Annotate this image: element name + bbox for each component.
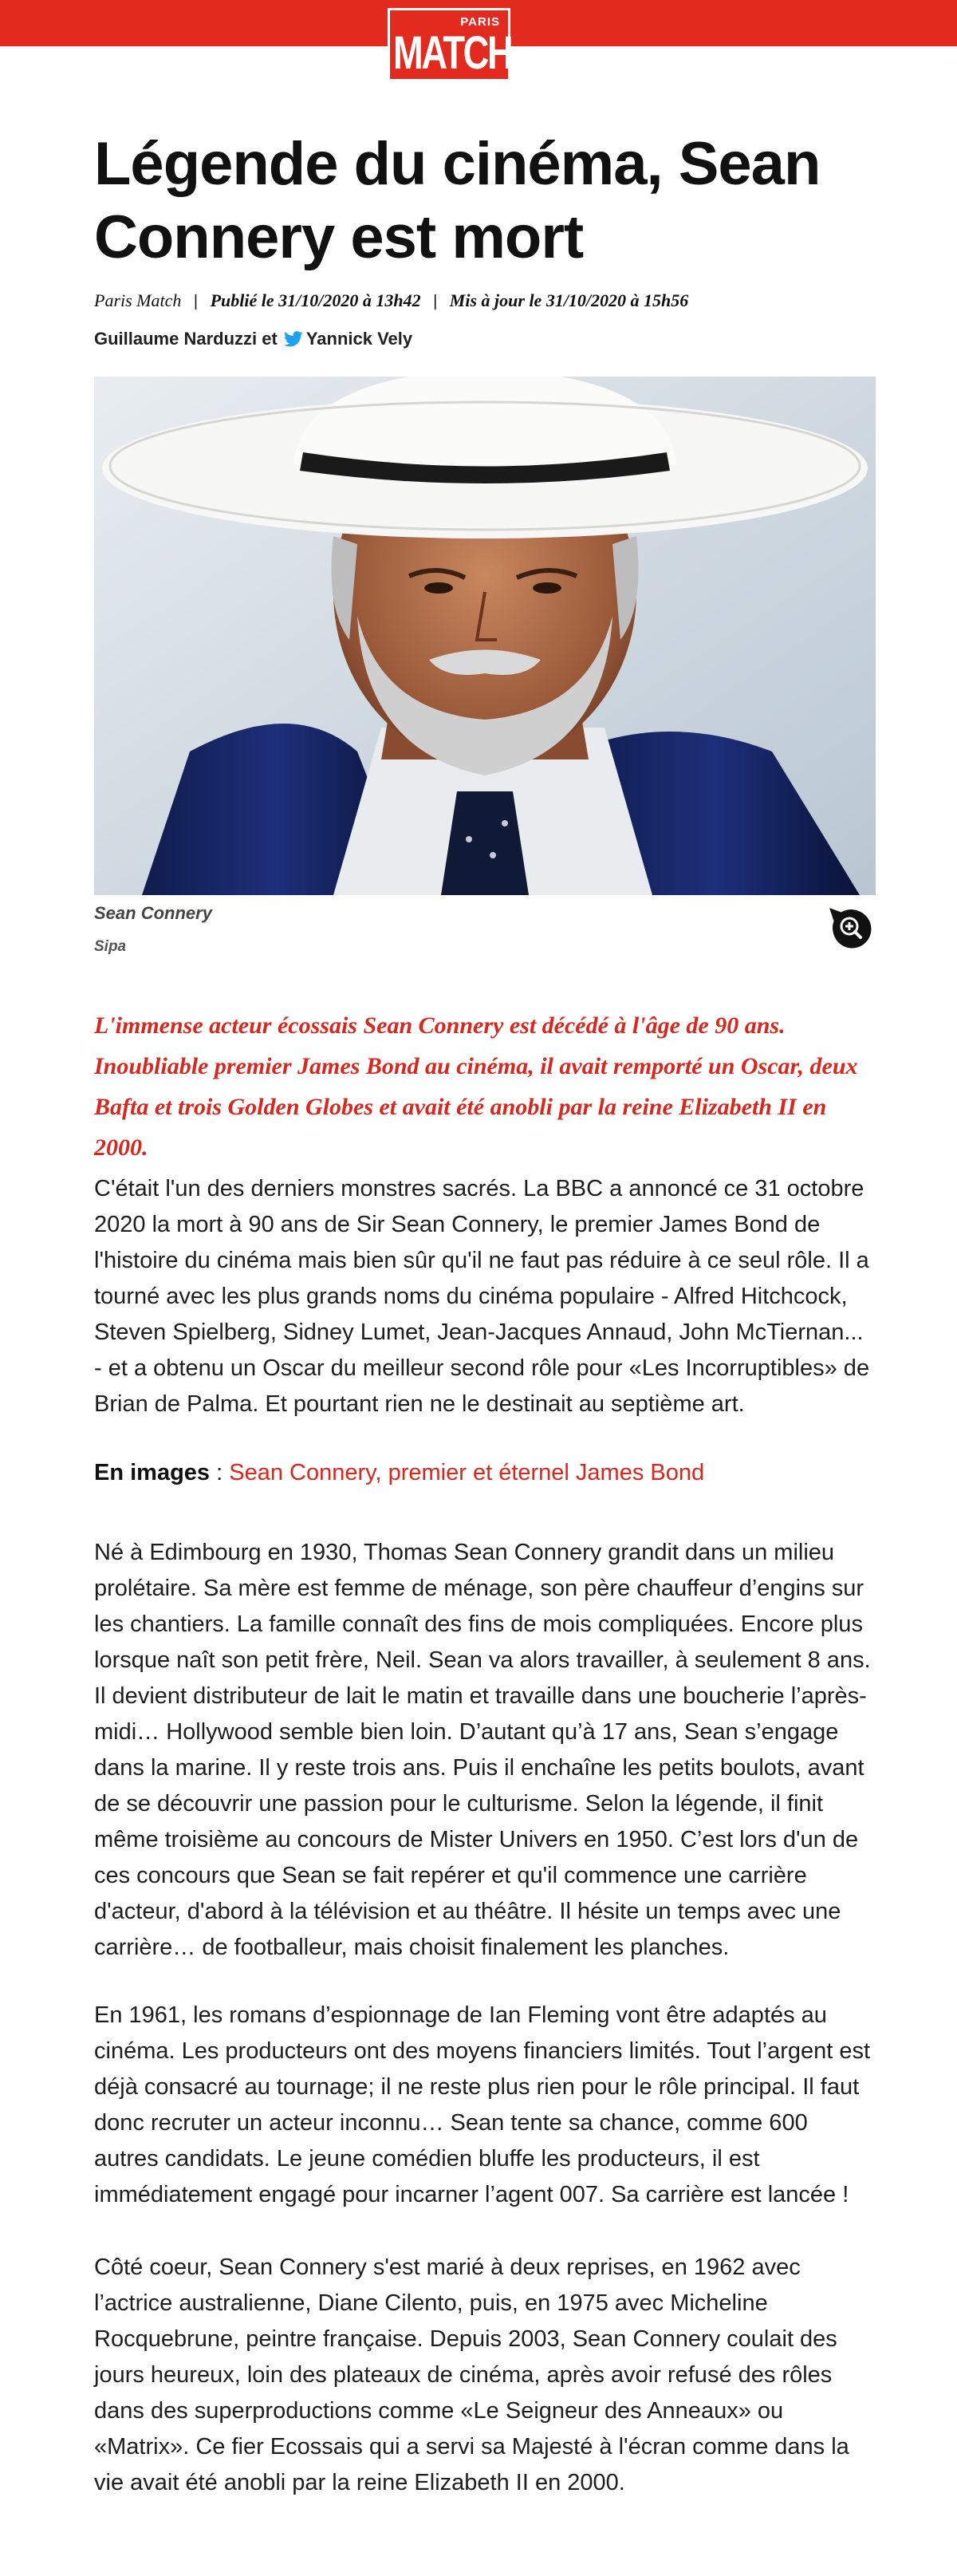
photo-credit: Sipa [94, 938, 127, 955]
paragraph-4: Côté coeur, Sean Connery s'est marié à deux reprises, en 1962 avec l’actrice australienne, Diane Cilento, puis, en 1975 avec Micheline Rocquebrune, peintre française. Depuis 2003, Sean Connery coulait des jours heureux, loin des plateaux de cinéma, après avoir refusé des rôles dans des superproductions comme «Le Seigneur des Anneaux» ou «Matrix». Ce fier Ecossais qui a servi sa Majesté à l'écran comme dans la vie avait été anobli par la reine Elizabeth II en 2000. [94, 2254, 849, 2495]
paragraph-1: C'était l'un des derniers monstres sacrés. La BBC a annoncé ce 31 octobre 2020 la mort à 90 ans de Sir Sean Connery, le premier James Bond de l'histoire du cinéma mais bien sûr qu'il ne faut pas réduire à ce seul rôle. Il a tourné avec les plus grands noms du cinéma populaire - Alfred Hitchcock, Steven Spielberg, Sidney Lumet, Jean-Jacques Annaud, John McTiernan... - et a obtenu un Oscar du meilleur second rôle pour «Les Incorruptibles» de Brian de Palma. Et pourtant rien ne le destinait au septième art. [94, 1176, 870, 1417]
published-date: Publié le 31/10/2020 à 13h42 [210, 290, 421, 310]
meta-separator: | [433, 293, 438, 310]
en-images-line [94, 1455, 876, 1491]
en-images-link[interactable]: Sean Connery, premier et éternel James Bond [229, 1460, 705, 1485]
updated-date: Mis à jour le 31/10/2020 à 15h56 [449, 290, 689, 310]
en-images-separator: : [210, 1460, 230, 1485]
twitter-bird-icon[interactable] [284, 331, 303, 352]
author-1[interactable]: Guillaume Narduzzi et [94, 329, 278, 349]
article-authors [94, 329, 876, 352]
paris-match-logo[interactable] [388, 8, 510, 81]
en-images-label: En images [94, 1460, 211, 1485]
photo-caption: Sean Connery [94, 903, 212, 923]
meta-separator: | [193, 293, 199, 310]
paragraph-3: En 1961, les romans d’espionnage de Ian Fleming vont être adaptés au cinéma. Les producteurs ont des moyens financiers limités. Tout l’argent est déjà consacré au tournage; il ne reste plus rien pour le rôle principal. Il faut donc recruter un acteur inconnu… Sean tente sa chance, comme 600 autres candidats. Le jeune comédien bluffe les producteurs, il est immédiatement engagé pour incarner l’agent 007. Sa carrière est lancée ! [94, 2002, 871, 2207]
article-title: Légende du cinéma, Sean Connery est mort [94, 130, 821, 271]
author-2[interactable]: Yannick Vely [305, 329, 413, 349]
logo-match-text: MATCH [393, 27, 512, 79]
article-meta [94, 290, 876, 311]
article-lead: L'immense acteur écossais Sean Connery est décédé à l'âge de 90 ans. Inoubliable premier James Bond au cinéma, il avait remporté un Oscar, deux Bafta et trois Golden Globes et avait été anobli par la reine Elizabeth II en 2000. [94, 1012, 858, 1161]
article-photo[interactable] [94, 377, 876, 895]
paragraph-2: Né à Edimbourg en 1930, Thomas Sean Connery grandit dans un milieu prolétaire. Sa mère est femme de ménage, son père chauffeur d’engins sur les chantiers. La famille connaît des fins de mois compliquées. Encore plus lorsque naît son petit frère, Neil. Sean va alors travailler, à seulement 8 ans. Il devient distributeur de lait le matin et travaille dans une boucherie l’après-midi… Hollywood semble bien loin. D’autant qu’à 17 ans, Sean s’engage dans la marine. Il y reste trois ans. Puis il enchaîne les petits boulots, avant de se découvrir une passion pour le culturisme. Selon la légende, il finit même troisième au concours de Mister Univers en 1950. C’est lors d'un de ces concours que Sean se fait repérer et qu'il commence une carrière d'acteur, d'abord à la télévision et au théâtre. Il hésite un temps avec une carrière… de footballeur, mais choisit finalement les planches. [94, 1540, 871, 1960]
logo-paris-text: PARIS [460, 15, 500, 29]
article-source: Paris Match [94, 290, 182, 310]
zoom-in-icon[interactable] [825, 901, 874, 951]
